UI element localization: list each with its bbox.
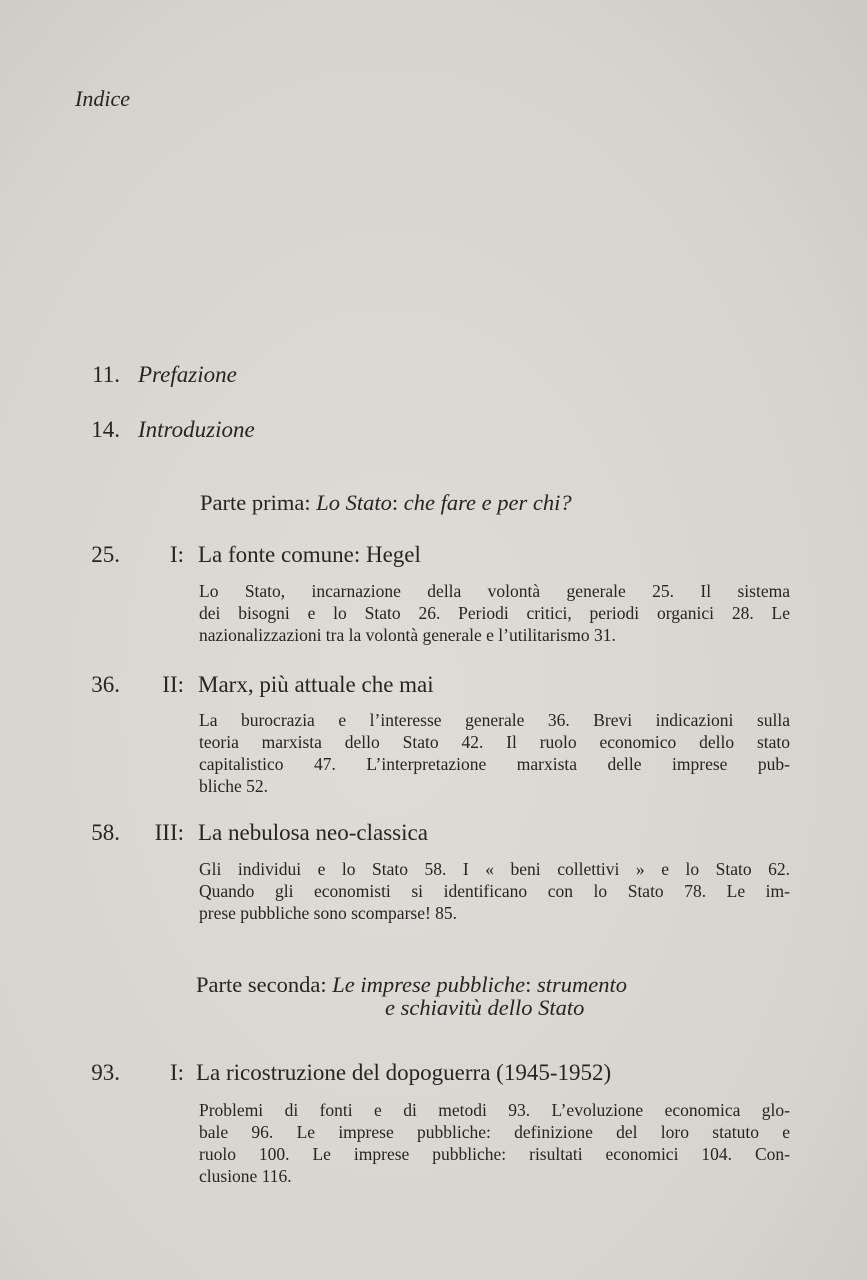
part-heading-1 bbox=[200, 490, 572, 516]
summary-line: dei bisogni e lo Stato 26. Periodi critici, periodi organici 28. Le bbox=[199, 603, 790, 623]
chapter-summary bbox=[199, 580, 790, 646]
entry-title: Prefazione bbox=[138, 362, 237, 387]
summary-line: bale 96. Le imprese pubbliche: definizione del loro statuto e bbox=[199, 1122, 790, 1142]
part-separator: : bbox=[391, 490, 399, 515]
chapter-title: La ricostruzione del dopoguerra (1945-1952) bbox=[196, 1060, 612, 1085]
summary-line: Quando gli economisti si identificano con lo Stato 78. Le im- bbox=[199, 881, 790, 901]
summary-line: prese pubbliche sono scomparse! 85. bbox=[199, 903, 458, 923]
chapter-title: Marx, più attuale che mai bbox=[198, 672, 434, 697]
chapter-summary bbox=[199, 858, 790, 924]
summary-line: Gli individui e lo Stato 58. I « beni collettivi » e lo Stato 62. bbox=[199, 859, 790, 879]
running-header: Indice bbox=[75, 86, 130, 111]
summary-line: teoria marxista dello Stato 42. Il ruolo economico dello stato bbox=[199, 732, 790, 752]
chapter-number: III: bbox=[154, 820, 184, 845]
chapter-number: I: bbox=[169, 542, 184, 567]
summary-line: La burocrazia e l’interesse generale 36. Brevi indicazioni sulla bbox=[199, 710, 790, 730]
chapter-summary bbox=[199, 709, 790, 797]
summary-line: Lo Stato, incarnazione della volontà generale 25. Il sistema bbox=[199, 581, 790, 601]
part-subtitle-continued: e schiavitù dello Stato bbox=[385, 995, 585, 1020]
chapter-number: I: bbox=[169, 1060, 184, 1085]
chapter-title: La nebulosa neo-classica bbox=[198, 820, 428, 845]
page-number: 93. bbox=[91, 1060, 120, 1085]
summary-line: bliche 52. bbox=[199, 776, 269, 796]
chapter-title: La fonte comune: Hegel bbox=[198, 542, 421, 567]
part-label: Parte prima: bbox=[200, 490, 311, 515]
summary-line: capitalistico 47. L’interpretazione marxista delle imprese pub- bbox=[199, 754, 790, 774]
page-number: 14. bbox=[91, 417, 120, 442]
entry-title: Introduzione bbox=[138, 417, 255, 442]
part-title: Lo Stato bbox=[316, 490, 392, 515]
summary-line: clusione 116. bbox=[199, 1166, 292, 1186]
part-title: Le imprese pubbliche bbox=[332, 972, 526, 997]
chapter-summary bbox=[199, 1099, 790, 1187]
part-separator: : bbox=[525, 972, 532, 997]
summary-line: Problemi di fonti e di metodi 93. L’evoluzione economica glo- bbox=[199, 1100, 790, 1120]
page-number: 58. bbox=[91, 820, 120, 845]
part-label: Parte seconda: bbox=[196, 972, 327, 997]
page-number: 36. bbox=[91, 672, 120, 697]
page-number: 11. bbox=[92, 362, 120, 387]
summary-line: nazionalizzazioni tra la volontà generale e l’utilitarismo 31. bbox=[199, 625, 616, 645]
part-subtitle: che fare e per chi? bbox=[403, 490, 572, 515]
chapter-number: II: bbox=[162, 672, 184, 697]
part-subtitle: strumento bbox=[536, 972, 627, 997]
summary-line: ruolo 100. Le imprese pubbliche: risultati economici 104. Con- bbox=[199, 1144, 790, 1164]
page-number: 25. bbox=[91, 542, 120, 567]
